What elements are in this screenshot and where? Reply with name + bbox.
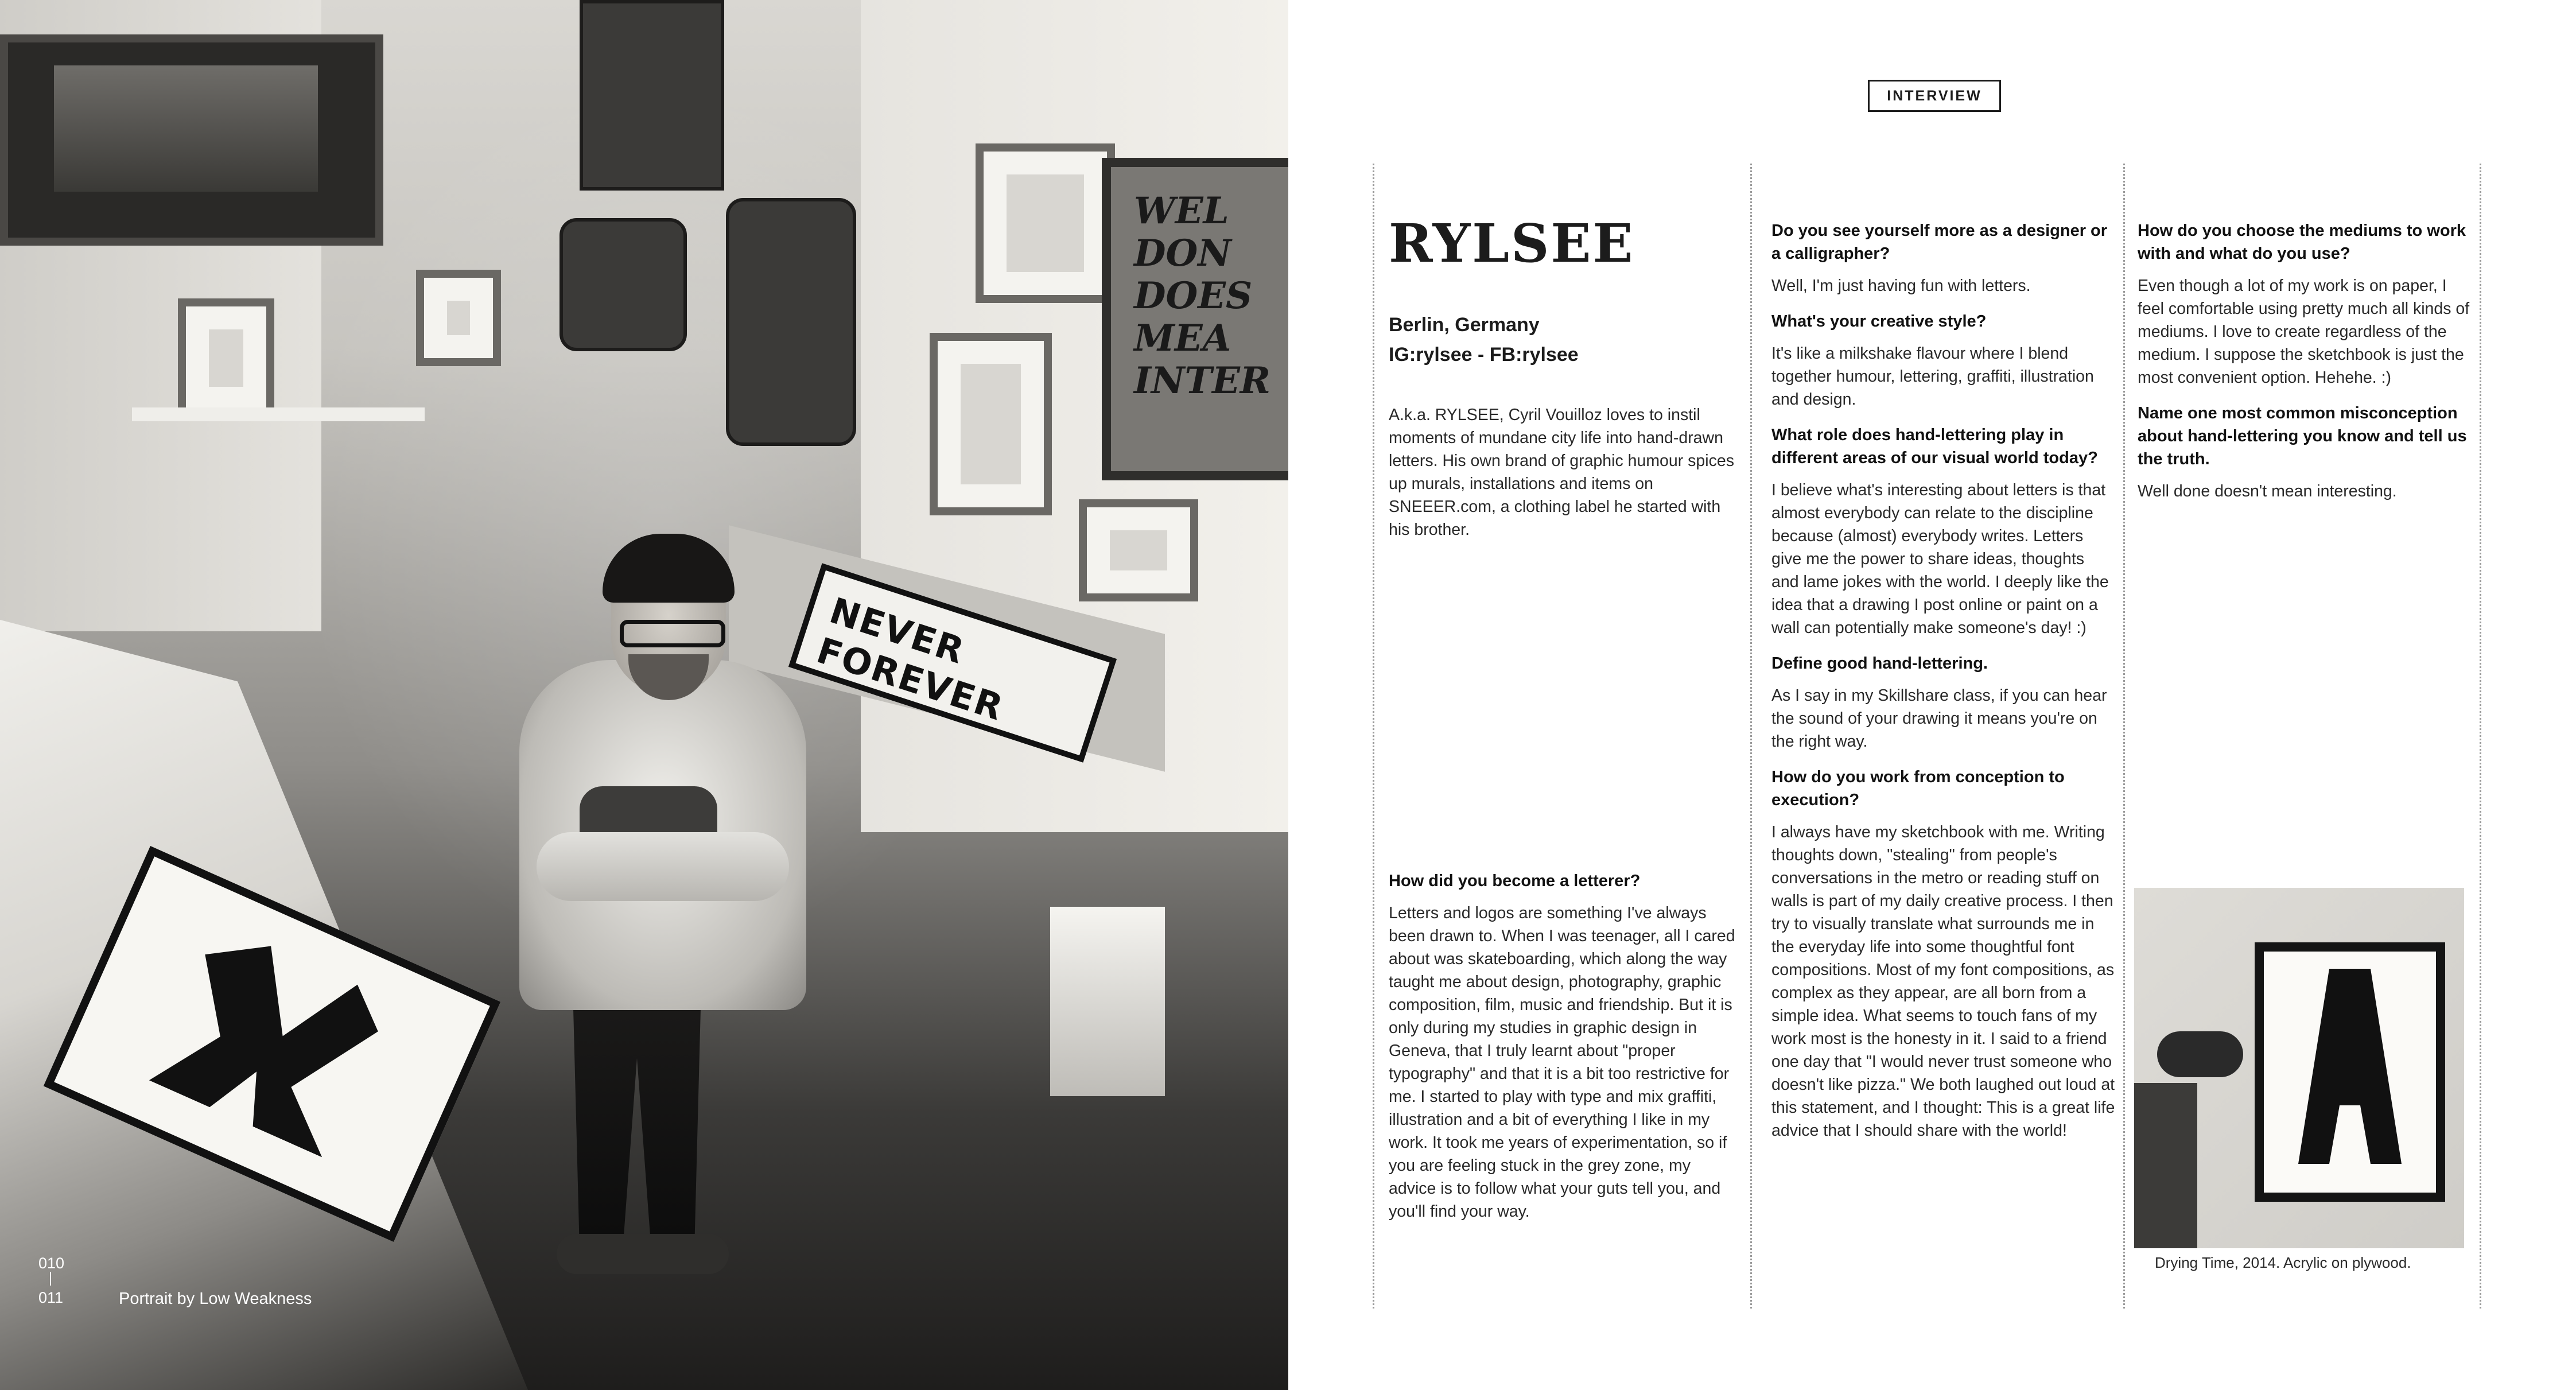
question: Do you see yourself more as a designer or a calligrapher? [1771,222,2108,263]
artwork-caption: Drying Time, 2014. Acrylic on plywood. [2155,1254,2411,1271]
column-rule-3 [2123,164,2125,1309]
qa-column-1 [1389,869,1739,1223]
question: Define good hand-lettering. [1771,654,1988,673]
intro-text: A.k.a. RYLSEE, Cyril Vouilloz loves to instil moments of mundane city life into hand-drawn letters. His own brand of graphic humour spices up murals, installations and items on SNEEER.com, a clothing label he started with his brother. [1389,406,1734,539]
artist-social: IG:rylsee - FB:rylsee [1389,344,1579,366]
framed-print-4 [178,298,274,418]
person-shoes [557,1234,729,1274]
answer: I believe what's interesting about letters is that almost everybody can relate to the discipline because (almost) everybody writes. Letters give me the power to share ideas, thoughts and lame jokes with the world. I deeply like the idea that a drawing I post online or paint on a wall can potentially make someone's day! :) [1771,481,2109,637]
photo-credit: Portrait by Low Weakness [119,1290,312,1308]
studio-window [0,34,383,246]
page-number-right: 011 [38,1289,64,1306]
question: Name one most common misconception about hand-lettering you know and tell us the truth. [2138,404,2467,468]
page-number-left: 010 [38,1255,65,1272]
letter-a-artwork [2255,942,2445,1202]
section-tag: INTERVIEW [1868,80,2001,112]
qa-column-2 [1771,219,2116,1142]
framed-print-5 [1079,499,1198,601]
person-beanie [603,534,735,603]
answer: Well done doesn't mean interesting. [2138,482,2397,500]
person-legs [565,976,709,1251]
answer: Even though a lot of my work is on paper, I feel comfortable using pretty much all kinds of mediums. I love to create regardless of the medium. I suppose the sketchbook is just the most convenient option. Hehehe. :) [2138,277,2470,387]
hair-dryer [2157,1031,2243,1077]
hand-holding-dryer [2134,1083,2197,1248]
question: What's your creative style? [1771,312,1987,331]
column-rule-4 [2480,164,2481,1309]
artist-name: RYLSEE [1389,212,1635,274]
answer: It's like a milkshake flavour where I blend together humour, lettering, graffiti, illustration and design. [1771,344,2094,409]
person-crossed-arms [537,832,789,901]
white-stool [1050,907,1165,1096]
column-rule-2 [1750,164,1752,1309]
well-done-poster: WEL DON DOES MEA INTER [1102,158,1288,480]
framed-print-2 [930,333,1052,515]
street-credibility-sign [580,0,724,191]
framed-print-3 [416,270,501,366]
question: How do you choose the mediums to work with and what do you use? [2138,222,2466,263]
answer: Well, I'm just having fun with letters. [1771,277,2031,295]
artist-info [1389,310,1579,370]
question: What role does hand-lettering play in different areas of our visual world today? [1771,426,2098,467]
answer: As I say in my Skillshare class, if you can hear the sound of your drawing it means you're on the right way. [1771,686,2107,751]
column-rule-1 [1373,164,1374,1309]
answer: Letters and logos are something I've always been drawn to. When I was teenager, all I cared about was skateboarding, which along the way taught me about design, photography, graphic composition, film, music and friendship. But it is only during my studies in graphic design in Geneva, that I truly learnt about "proper typography" and that it is a bit too restrictive for me. I started to play with type and mix graffiti, illustration and a bit of everything I like in my work. It took me years of experimentation, so if you are feeling stuck in the grey zone, my advice is to follow what your guts tell you, and you'll find your way. [1389,904,1735,1221]
framed-print-1 [976,143,1115,303]
wall-shelf [132,407,425,421]
answer: I always have my sketchbook with me. Writing thoughts down, "stealing" from people's conversations in the metro or reading stuff on walls is part of my daily creative process. I then try to visually translate what surrounds me in the everyday life into some thoughtful font compositions. Most of my font compositions, as complex as they appear, are all born from a simple idea. What seems to touch fans of my work most is the honesty in it. I said to a friend one day that "I would never trust someone who doesn't like pizza." We both laughed out loud at this statement, and I thought: This is a great life advice that I should share with the world! [1771,823,2115,1140]
question: How do you work from conception to execution? [1771,768,2065,809]
myos-sign [560,218,687,351]
person-glasses [620,620,725,647]
letter-e-sign [726,198,856,446]
artwork-photo [2134,888,2464,1248]
question: How did you become a letterer? [1389,872,1641,890]
artist-location: Berlin, Germany [1389,314,1540,336]
intro-paragraph [1389,403,1739,541]
page-number-divider [50,1272,51,1286]
qa-column-3 [2138,219,2470,503]
